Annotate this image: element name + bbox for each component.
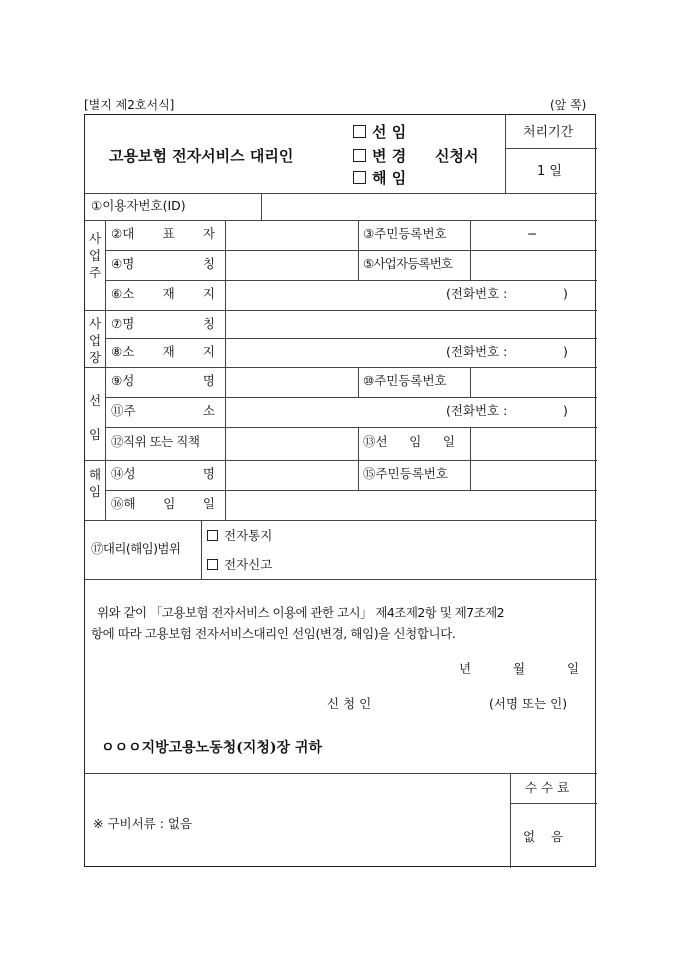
- processing-label: 처리기간: [523, 125, 574, 140]
- appoint-name-field[interactable]: [226, 368, 357, 397]
- appoint-date-label: ⑬선 임 일: [363, 434, 455, 449]
- signature-label: (서명 또는 인): [489, 696, 568, 711]
- checkbox-icon[interactable]: [353, 171, 366, 184]
- scope-electronic-report[interactable]: 전자신고: [207, 559, 272, 572]
- appoint-address-label: ⑪주 소: [111, 403, 215, 418]
- dismiss-resident-number-field[interactable]: [471, 461, 597, 490]
- fee-label: 수 수 료: [525, 780, 570, 795]
- statement-line-1: 위와 같이 「고용보험 전자서비스 이용에 관한 고시」 제4조제2항 및 제7조제2: [97, 605, 505, 620]
- workplace-name-field[interactable]: [226, 311, 597, 338]
- checkbox-icon[interactable]: [353, 149, 366, 162]
- dismiss-name-label: ⑭성 명: [111, 466, 215, 481]
- workplace-phone-label: (전화번호 : ): [446, 344, 568, 359]
- form-title: 고용보험 전자서비스 대리인: [109, 147, 294, 165]
- appoint-name-label: ⑨성 명: [111, 373, 215, 388]
- business-number-label: ⑤사업자등록번호: [363, 256, 453, 271]
- form-number: [별지 제2호서식]: [84, 98, 175, 112]
- checkbox-icon[interactable]: [353, 125, 366, 138]
- date-month-label: 월: [513, 661, 526, 676]
- scope-label: ⑰대리(해임)범위: [91, 541, 181, 556]
- option-change[interactable]: 변 경: [353, 149, 406, 164]
- dismiss-group-label: 해 임: [88, 467, 102, 499]
- application-form: [84, 114, 596, 867]
- appoint-resident-number-label: ⑩주민등록번호: [363, 373, 447, 388]
- checkbox-icon[interactable]: [207, 559, 218, 570]
- position-field[interactable]: [226, 428, 357, 460]
- option-appoint[interactable]: 선 임: [353, 125, 406, 140]
- processing-value: 1 일: [537, 164, 562, 179]
- representative-field[interactable]: [226, 221, 357, 250]
- date-year-label: 년: [459, 661, 472, 676]
- date-day-label: 일: [567, 661, 580, 676]
- dismiss-resident-number-label: ⑮주민등록번호: [363, 466, 448, 481]
- position-label: ⑫직위 또는 직책: [111, 434, 200, 449]
- appoint-phone-label: (전화번호 : ): [446, 403, 568, 418]
- appoint-resident-number-field[interactable]: [471, 368, 597, 397]
- representative-label: ②대 표 자: [111, 226, 215, 241]
- employer-resident-number-label: ③주민등록번호: [363, 226, 447, 241]
- employer-group-label: 사 업 주: [88, 231, 102, 280]
- dismiss-date-label: ⑯해 임 일: [111, 496, 215, 511]
- employer-address-label: ⑥소 재 지: [111, 286, 215, 301]
- scope-electronic-notice[interactable]: 전자통지: [207, 530, 272, 543]
- workplace-address-label: ⑧소 재 지: [111, 344, 215, 359]
- dismiss-date-field[interactable]: [226, 491, 597, 520]
- title-suffix: 신청서: [435, 147, 479, 165]
- employer-name-field[interactable]: [226, 251, 357, 280]
- statement-line-2: 항에 따라 고용보험 전자서비스대리인 선임(변경, 해임)을 신청합니다.: [91, 626, 456, 641]
- page-side: (앞 쪽): [550, 98, 587, 112]
- workplace-group-label: 사 업 장: [88, 316, 102, 365]
- required-documents: ※ 구비서류 : 없음: [93, 816, 193, 831]
- option-dismiss[interactable]: 해 임: [353, 171, 406, 186]
- employer-phone-label: (전화번호 : ): [446, 286, 568, 301]
- appoint-group-label: 선 임: [88, 393, 102, 442]
- user-id-label: ①이용자번호(ID): [91, 198, 186, 213]
- business-number-field[interactable]: [471, 251, 597, 280]
- workplace-name-label: ⑦명 칭: [111, 316, 215, 331]
- employer-name-label: ④명 칭: [111, 256, 215, 271]
- appoint-date-field[interactable]: [471, 428, 597, 460]
- user-id-field[interactable]: [262, 194, 597, 220]
- dismiss-name-field[interactable]: [226, 461, 357, 490]
- fee-value: 없 음: [523, 829, 564, 844]
- applicant-label: 신 청 인: [327, 696, 372, 711]
- addressee: ㅇㅇㅇ지방고용노동청(지청)장 귀하: [101, 740, 322, 756]
- employer-resident-number-field[interactable]: −: [527, 226, 538, 241]
- checkbox-icon[interactable]: [207, 530, 218, 541]
